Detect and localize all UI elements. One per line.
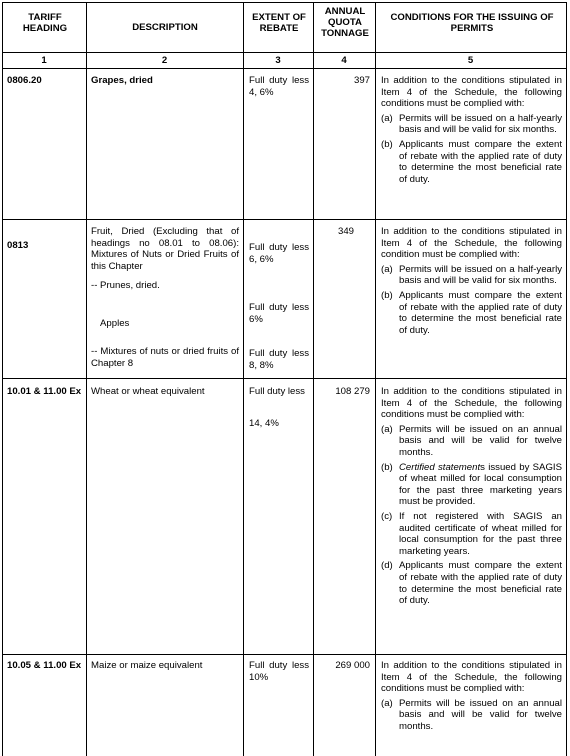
row-tariff-heading: 10.01 & 11.00 Ex <box>7 386 82 397</box>
row-rebate: Full duty less 4, 6% <box>249 75 309 98</box>
row-conditions <box>381 75 562 185</box>
conditions-intro: In addition to the conditions stipulated in Item 4 of the Schedule, the following condition must be complied with: <box>381 226 562 261</box>
condition-text-italic: Certified statement <box>399 461 481 473</box>
condition-text-rest: s issued by SAGIS of wheat milled for local consumption for the past three marketing years must be provided. <box>399 461 562 508</box>
row-description: Grapes, dried <box>91 75 153 86</box>
condition-item <box>381 113 562 136</box>
condition-text <box>399 462 562 508</box>
row-rebate: Full duty less <box>249 386 305 397</box>
condition-label: (a) <box>381 423 393 435</box>
row-rebate: Full duty less 6% <box>249 302 309 325</box>
column-divider <box>313 2 314 756</box>
column-number: 4 <box>341 55 347 66</box>
condition-item <box>381 462 562 508</box>
row-description: Maize or maize equivalent <box>91 660 203 671</box>
row-tariff-heading: 0806.20 <box>7 75 42 86</box>
row-divider <box>2 68 567 69</box>
row-tonnage: 108 279 <box>335 386 370 397</box>
condition-item <box>381 139 562 185</box>
header-description: DESCRIPTION <box>132 22 198 33</box>
table-border-top <box>2 2 567 3</box>
header-annual-quota-tonnage: ANNUAL QUOTA TONNAGE <box>321 6 369 39</box>
condition-label: (b) <box>381 289 393 301</box>
column-divider <box>375 2 376 756</box>
column-number: 3 <box>275 55 281 66</box>
row-rebate: Full duty less 10% <box>249 660 309 683</box>
row-rebate: 14, 4% <box>249 418 279 429</box>
row-tonnage: 397 <box>353 75 370 86</box>
row-conditions <box>381 226 562 336</box>
condition-text: If not registered with SAGIS an audited certificate of wheat milled for local consumption for the past three marketing years. <box>399 510 562 557</box>
row-tonnage: 269 000 <box>335 660 370 671</box>
table-border-right <box>566 2 567 756</box>
conditions-intro: In addition to the conditions stipulated in Item 4 of the Schedule, the following conditions must be complied with: <box>381 386 562 421</box>
condition-label: (a) <box>381 263 393 275</box>
condition-label: (b) <box>381 461 393 473</box>
column-number: 5 <box>467 55 474 66</box>
condition-text: Applicants must compare the extent of rebate with the applied rate of duty to determine the most beneficial rate of duty. <box>399 560 562 607</box>
row-tariff-heading: 10.05 & 11.00 Ex <box>7 660 82 671</box>
column-number: 1 <box>41 55 47 66</box>
condition-item <box>381 698 562 733</box>
column-divider <box>243 2 244 756</box>
condition-item <box>381 424 562 459</box>
row-sub-description: Apples <box>100 318 130 329</box>
condition-text: Applicants must compare the extent of rebate with the applied rate of duty to determine the most beneficial rate of duty. <box>399 289 562 336</box>
row-sub-description: -- Mixtures of nuts or dried fruits of Chapter 8 <box>91 346 239 369</box>
condition-label: (a) <box>381 697 393 709</box>
condition-label: (c) <box>381 510 393 522</box>
condition-label: (b) <box>381 138 393 150</box>
table-border-left <box>2 2 3 756</box>
condition-item <box>381 511 562 557</box>
row-tonnage: 349 <box>337 226 354 237</box>
row-divider <box>2 219 567 220</box>
header-tariff-heading: TARIFF HEADING <box>22 12 68 34</box>
row-description: Wheat or wheat equivalent <box>91 386 205 397</box>
conditions-intro: In addition to the conditions stipulated in Item 4 of the Schedule, the following conditions must be complied with: <box>381 75 562 110</box>
condition-item <box>381 290 562 336</box>
column-number: 2 <box>161 55 168 66</box>
row-description: Fruit, Dried (Excluding that of headings no 08.01 to 08.06): Mixtures of Nuts or Dried Fruits of this Chapter <box>91 226 239 272</box>
row-tariff-heading: 0813 <box>7 240 29 251</box>
condition-label: (d) <box>381 560 393 572</box>
condition-text: Applicants must compare the extent of rebate with the applied rate of duty to determine the most beneficial rate of duty. <box>399 138 562 185</box>
row-conditions <box>381 386 562 607</box>
row-conditions <box>381 660 562 733</box>
conditions-intro: In addition to the conditions stipulated in Item 4 of the Schedule, the following conditions must be complied with: <box>381 660 562 695</box>
row-rebate: Full duty less 8, 8% <box>249 348 309 371</box>
condition-text: Permits will be issued on an annual basis and will be valid for twelve months. <box>399 697 562 732</box>
column-divider <box>86 2 87 756</box>
header-extent-of-rebate: EXTENT OF REBATE <box>252 12 306 34</box>
header-conditions: CONDITIONS FOR THE ISSUING OF PERMITS <box>390 12 554 34</box>
condition-text: Permits will be issued on an annual basis and will be valid for twelve months. <box>399 423 562 458</box>
condition-item <box>381 264 562 287</box>
row-divider <box>2 52 567 53</box>
condition-text: Permits will be issued on a half-yearly basis and will be valid for six months. <box>399 263 562 287</box>
row-sub-description: -- Prunes, dried. <box>91 280 160 291</box>
row-rebate: Full duty less 6, 6% <box>249 242 309 265</box>
row-divider <box>2 378 567 379</box>
condition-label: (a) <box>381 112 393 124</box>
condition-item <box>381 560 562 606</box>
condition-text: Permits will be issued on a half-yearly basis and will be valid for six months. <box>399 112 562 136</box>
row-divider <box>2 654 567 655</box>
